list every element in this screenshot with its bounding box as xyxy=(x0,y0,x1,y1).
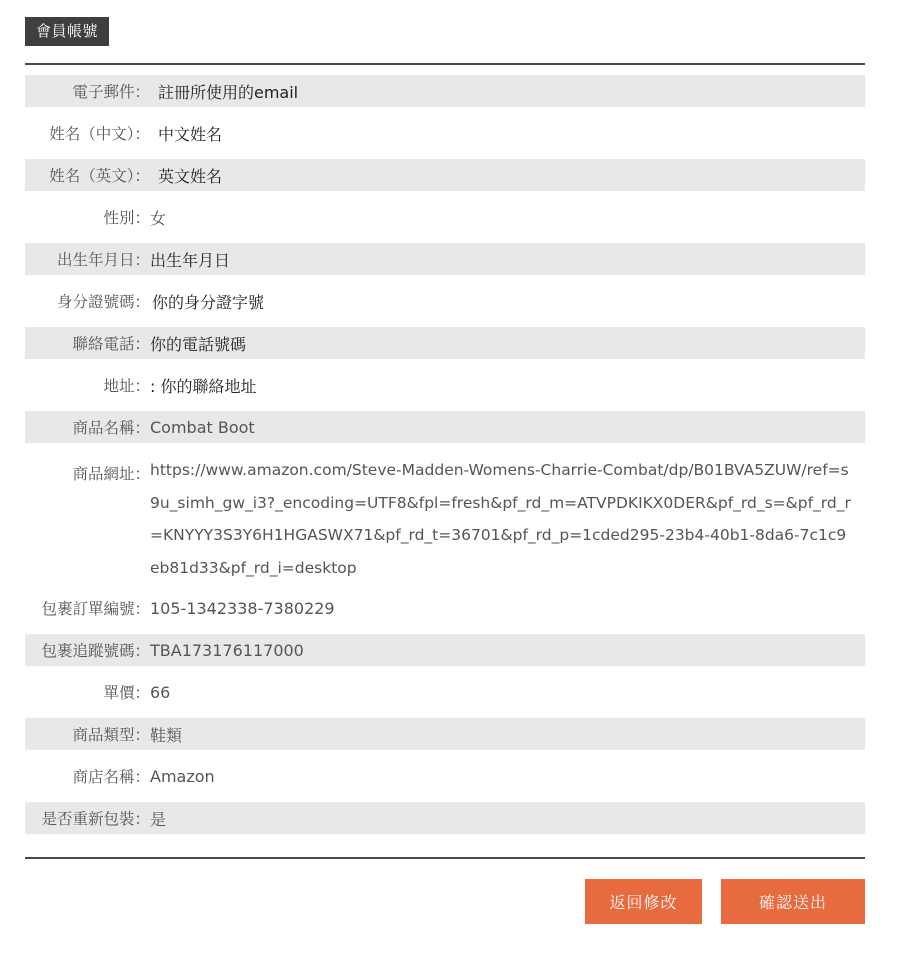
product-name-value: Combat Boot xyxy=(150,417,255,437)
row-product-type xyxy=(25,718,865,750)
confirm-submit-button[interactable]: 確認送出 xyxy=(721,879,865,924)
unit-price-value: 66 xyxy=(150,682,171,702)
name-english-label: 姓名（英文）： xyxy=(49,167,150,185)
top-divider xyxy=(25,63,865,65)
tracking-number-value: TBA173176117000 xyxy=(150,640,304,660)
product-type-value: 鞋類 xyxy=(150,725,183,745)
id-number-label: 身分證號碼： xyxy=(56,293,150,311)
email-value: 註冊所使用的email xyxy=(158,82,299,102)
row-gender xyxy=(25,201,865,233)
address-label: 地址： xyxy=(103,377,150,395)
product-name-label: 商品名稱： xyxy=(72,419,150,437)
name-chinese-value: 中文姓名 xyxy=(158,124,223,144)
repackage-value: 是 xyxy=(150,809,167,829)
confirmation-details xyxy=(25,75,865,844)
product-url-value: https://www.amazon.com/Steve-Madden-Womens-Charrie-Combat/dp/B01BVA5ZUW/ref=s9u_simh_gw_i3?_encoding=UTF8&fpl=fresh&pf_rd_m=ATVPDKIKX0DER&pf_rd_s=&pf_rd_r=KNYYY3S3Y6H1HGASWX71&pf_rd_t=36701&pf_rd_p=1cded295-23b4-40b1-8da6-7c1c9eb81d33&pf_rd_i=desktop xyxy=(150,461,851,577)
row-name-english xyxy=(25,159,865,191)
birthday-value: 出生年月日 xyxy=(150,250,231,270)
tracking-number-label: 包裹追蹤號碼： xyxy=(41,642,150,660)
back-to-edit-button[interactable]: 返回修改 xyxy=(585,879,702,924)
row-unit-price xyxy=(25,676,865,708)
row-store-name xyxy=(25,760,865,792)
row-product-name xyxy=(25,411,865,443)
row-product-url xyxy=(25,453,865,592)
name-english-value: 英文姓名 xyxy=(158,166,223,186)
phone-value: 你的電話號碼 xyxy=(150,334,247,354)
birthday-label: 出生年月日： xyxy=(56,251,150,269)
product-type-label: 商品類型： xyxy=(72,726,150,744)
section-title-member-account: 會員帳號 xyxy=(25,17,109,46)
phone-label: 聯絡電話： xyxy=(72,335,150,353)
product-url-label: 商品網址： xyxy=(72,465,150,483)
row-email xyxy=(25,75,865,107)
store-name-label: 商店名稱： xyxy=(72,768,150,786)
email-label: 電子郵件： xyxy=(72,83,150,101)
row-birthday xyxy=(25,243,865,275)
address-value: : 你的聯絡地址 xyxy=(150,376,257,396)
id-number-value: 你的身分證字號 xyxy=(152,292,265,312)
name-chinese-label: 姓名（中文）： xyxy=(49,125,150,143)
repackage-label: 是否重新包裝： xyxy=(41,810,150,828)
gender-label: 性別： xyxy=(103,209,150,227)
row-order-number xyxy=(25,592,865,624)
store-name-value: Amazon xyxy=(150,766,215,786)
gender-value: 女 xyxy=(150,208,167,228)
row-name-chinese xyxy=(25,117,865,149)
order-number-label: 包裹訂單編號： xyxy=(41,600,150,618)
row-address xyxy=(25,369,865,401)
row-tracking-number xyxy=(25,634,865,666)
row-repackage xyxy=(25,802,865,834)
bottom-divider xyxy=(25,857,865,859)
row-id-number xyxy=(25,285,865,317)
order-number-value: 105-1342338-7380229 xyxy=(150,598,335,618)
unit-price-label: 單價： xyxy=(103,684,150,702)
row-phone xyxy=(25,327,865,359)
